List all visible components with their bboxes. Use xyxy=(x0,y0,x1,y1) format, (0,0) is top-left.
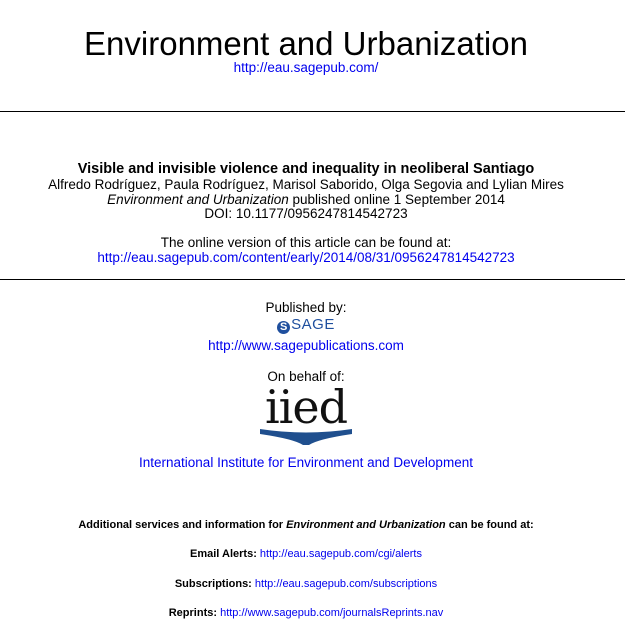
email-alerts-label: Email Alerts: xyxy=(190,548,257,560)
publication-journal-name: Environment and Urbanization xyxy=(107,192,289,207)
reprints-row xyxy=(0,607,612,620)
article-title: Visible and invisible violence and inequality in neoliberal Santiago xyxy=(77,161,535,177)
sage-logo[interactable] xyxy=(0,316,612,334)
email-alerts-link[interactable]: http://eau.sagepub.com/cgi/alerts xyxy=(259,548,422,560)
reprints-label: Reprints: xyxy=(168,607,218,619)
online-version-url-container xyxy=(0,250,612,265)
sage-logo-icon: S xyxy=(277,321,290,334)
sage-logo-text: SAGE xyxy=(291,316,335,333)
iied-logo-text: iied xyxy=(264,380,348,434)
subscriptions-row xyxy=(0,578,612,591)
publication-line xyxy=(0,192,612,207)
org-name-link[interactable]: International Institute for Environment and Development xyxy=(139,455,473,470)
online-version-label: The online version of this article can be found at: xyxy=(160,235,452,250)
published-by-label: Published by: xyxy=(265,300,347,315)
middle-divider xyxy=(0,279,625,280)
additional-services-journal: Environment and Urbanization xyxy=(286,519,446,531)
online-version-link[interactable]: http://eau.sagepub.com/content/early/2014/08/31/0956247814542723 xyxy=(97,250,515,265)
article-authors: Alfredo Rodríguez, Paula Rodríguez, Marisol Saborido, Olga Segovia and Lylian Mires xyxy=(48,177,564,192)
publisher-url-link[interactable]: http://www.sagepublications.com xyxy=(208,338,404,353)
additional-services-prefix: Additional services and information for xyxy=(78,519,287,531)
on-behalf-label: On behalf of: xyxy=(267,369,345,384)
additional-services-heading xyxy=(0,519,612,532)
journal-url-link[interactable]: http://eau.sagepub.com/ xyxy=(233,60,379,75)
journal-title: Environment and Urbanization xyxy=(84,25,528,62)
article-doi: DOI: 10.1177/0956247814542723 xyxy=(204,206,408,221)
iied-logo[interactable] xyxy=(0,380,612,446)
top-divider xyxy=(0,111,625,112)
subscriptions-label: Subscriptions: xyxy=(174,578,252,590)
subscriptions-link[interactable]: http://eau.sagepub.com/subscriptions xyxy=(254,578,438,590)
journal-url-container xyxy=(0,60,612,76)
reprints-link[interactable]: http://www.sagepub.com/journalsReprints.nav xyxy=(220,607,444,619)
publisher-url-container xyxy=(0,338,612,353)
org-name-container xyxy=(0,455,612,470)
additional-services-suffix: can be found at: xyxy=(445,519,534,531)
email-alerts-row xyxy=(0,548,612,561)
publication-date: published online 1 September 2014 xyxy=(288,192,505,207)
